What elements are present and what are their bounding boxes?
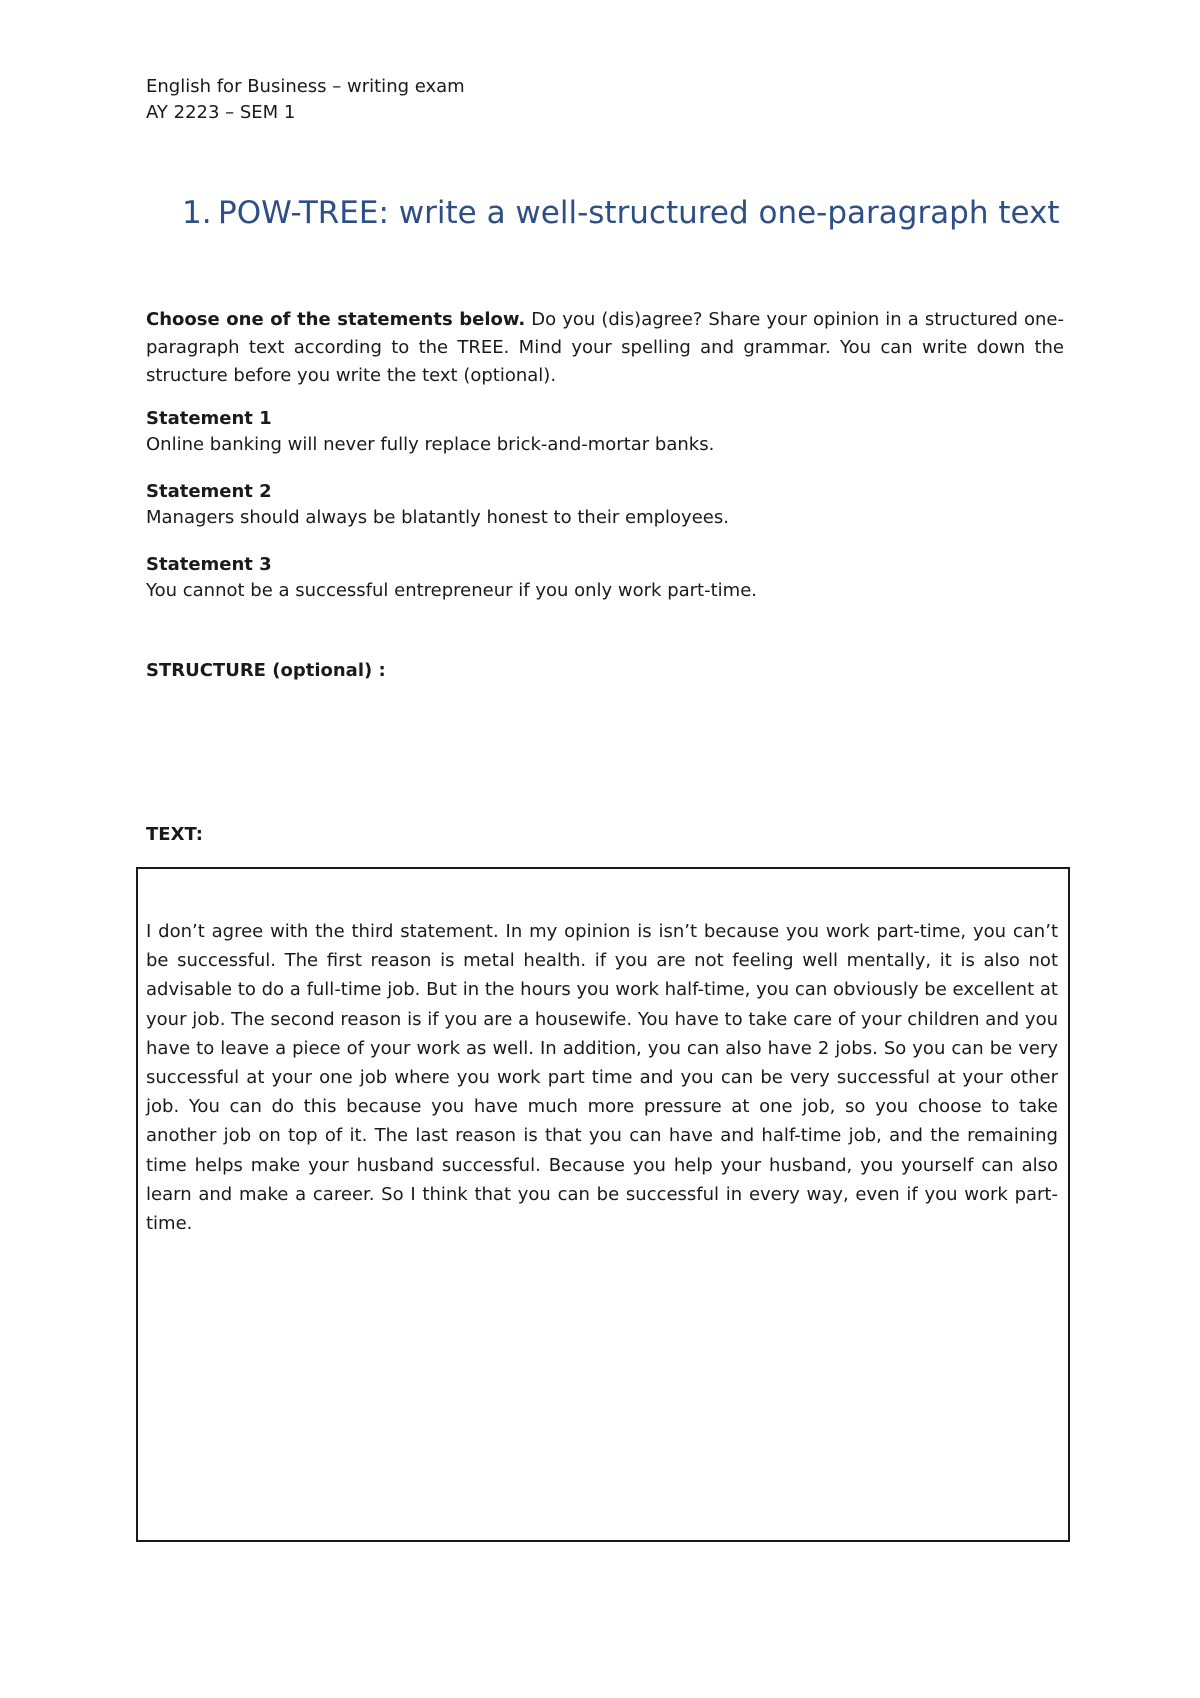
- answer-text: I don’t agree with the third statement. In my opinion is isn’t because you work part-time, you can’t be successful. The first reason is metal health. if you are not feeling well mentally, it is also not advisable to do a full-time job. But in the hours you work half-time, you can obviously be excellent at your job. The second reason is if you are a housewife. You have to take care of your children and you have to leave a piece of your work as well. In addition, you can also have 2 jobs. So you can be very successful at your one job where you work part time and you can be very successful at your other job. You can do this because you have much more pressure at one job, so you choose to take another job on top of it. The last reason is that you can have and half-time job, and the remaining time helps make your husband successful. Because you help your husband, you yourself can also learn and make a career. So I think that you can be successful in every way, even if you work part-time.: [146, 921, 1058, 1235]
- statement-text: Online banking will never fully replace brick-and-mortar banks.: [146, 434, 715, 455]
- structure-label: STRUCTURE (optional) :: [146, 660, 386, 681]
- statement-text: Managers should always be blatantly honest to their employees.: [146, 507, 729, 528]
- statement-title: Statement 3: [146, 554, 272, 575]
- statement-title: Statement 1: [146, 408, 272, 429]
- section-number: 1.: [182, 195, 212, 231]
- instructions-paragraph: [146, 306, 1064, 390]
- statement-title: Statement 2: [146, 481, 272, 502]
- statement-text: You cannot be a successful entrepreneur if you only work part-time.: [146, 580, 757, 601]
- course-title: English for Business – writing exam: [146, 76, 465, 97]
- section-heading: [182, 194, 1062, 233]
- document-header: [146, 74, 465, 126]
- text-label: TEXT:: [146, 824, 203, 845]
- instructions-body: Do you (dis)agree? Share your opinion in a structured one-paragraph text according to the TREE. Mind your spelling and grammar. You can write down the structure before you write the text (optional).: [146, 309, 1065, 386]
- section-title: POW-TREE: write a well-structured one-paragraph text: [218, 195, 1060, 231]
- instructions-lead: Choose one of the statements below.: [146, 309, 526, 330]
- statement-2: [146, 479, 1064, 531]
- statement-3: [146, 552, 1064, 604]
- answer-box: [136, 867, 1070, 1542]
- academic-year: AY 2223 – SEM 1: [146, 102, 296, 123]
- statement-1: [146, 406, 1064, 458]
